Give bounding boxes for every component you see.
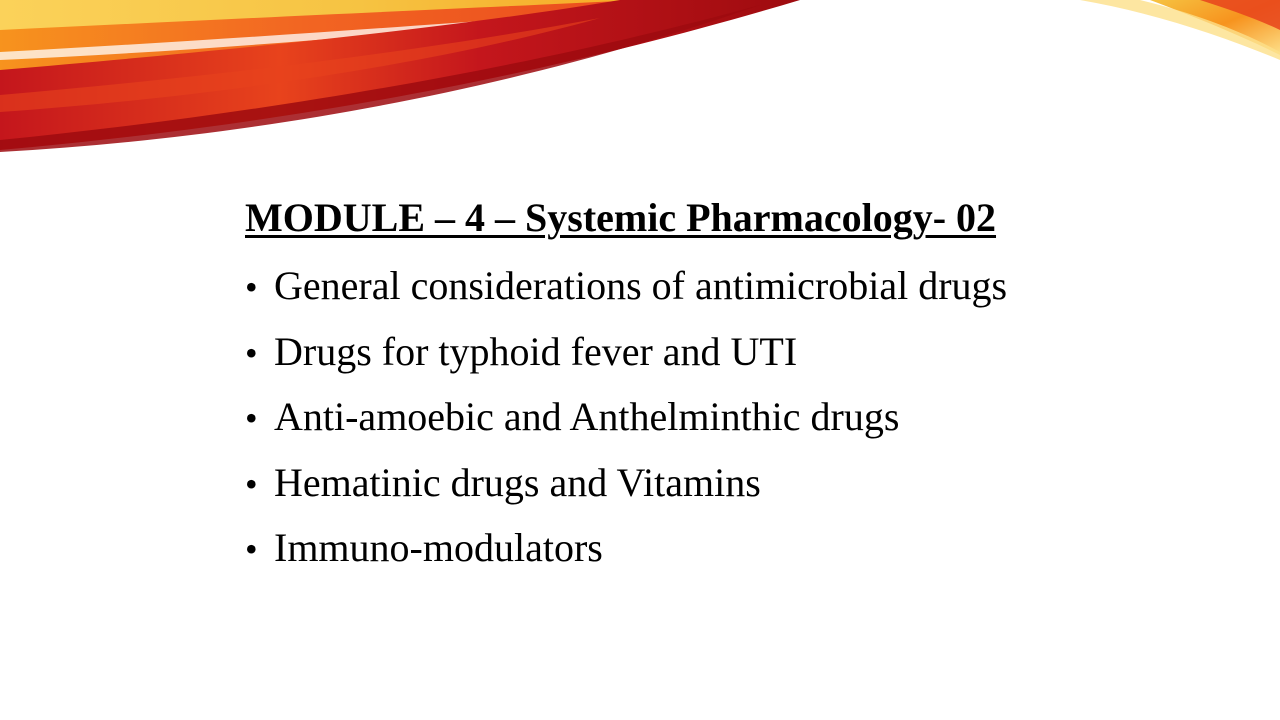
decorative-swoosh-banner <box>0 0 1280 170</box>
slide-title: MODULE – 4 – Systemic Pharmacology- 02 <box>245 195 997 240</box>
list-item-label: Hematinic drugs and Vitamins <box>274 459 761 505</box>
bullet-icon: • <box>245 332 258 373</box>
bullet-icon: • <box>245 267 258 307</box>
list-item-label: Anti-amoebic and Anthelminthic drugs <box>274 394 900 439</box>
list-item-label: Immuno-modulators <box>274 525 603 570</box>
list-item <box>245 320 1205 386</box>
list-item-label: General considerations of antimicrobial drugs <box>274 263 1008 308</box>
list-item <box>245 254 1205 320</box>
list-item <box>245 385 1205 451</box>
bullet-list <box>245 254 1205 582</box>
slide-content <box>245 192 1205 582</box>
bullet-icon: • <box>245 398 258 438</box>
bullet-icon: • <box>245 463 258 504</box>
list-item <box>245 451 1205 517</box>
list-item-label: Drugs for typhoid fever and UTI <box>274 328 798 374</box>
bullet-icon: • <box>245 529 258 569</box>
list-item <box>245 516 1205 582</box>
